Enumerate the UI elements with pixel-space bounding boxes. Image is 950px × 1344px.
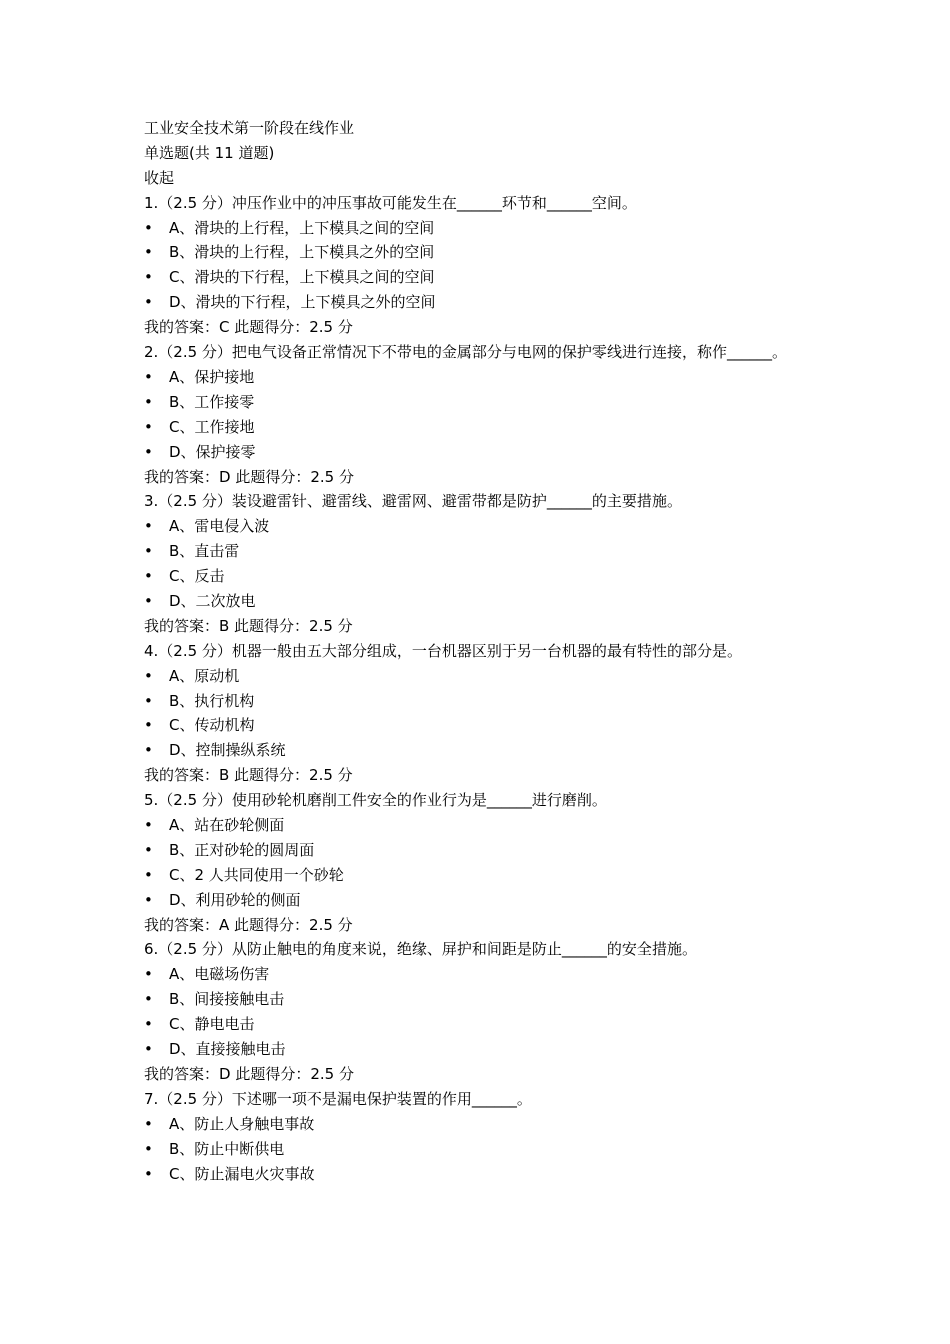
bullet-icon: •: [144, 268, 153, 287]
option-d: [144, 738, 814, 763]
bullet-icon: •: [144, 816, 153, 835]
option-text: A、站在砂轮侧面: [169, 816, 285, 835]
option-a: [144, 514, 814, 539]
bullet-icon: •: [144, 890, 153, 909]
bullet-icon: •: [144, 965, 153, 984]
question-1: [144, 191, 814, 340]
bullet-icon: •: [144, 1139, 153, 1158]
bullet-icon: •: [144, 1164, 153, 1183]
option-text: B、直击雷: [169, 542, 240, 561]
bullet-icon: •: [144, 293, 153, 312]
option-c: [144, 415, 814, 440]
bullet-icon: •: [144, 716, 153, 735]
option-text: D、控制操纵系统: [169, 741, 286, 760]
option-text: C、2 人共同使用一个砂轮: [169, 865, 344, 884]
answer-line: 我的答案：D 此题得分：2.5 分: [144, 467, 354, 486]
bullet-icon: •: [144, 517, 153, 536]
option-text: C、传动机构: [169, 716, 255, 735]
option-text: B、正对砂轮的圆周面: [169, 840, 315, 859]
option-text: B、滑块的上行程，上下模具之外的空间: [169, 243, 435, 262]
option-b: [144, 689, 814, 714]
bullet-icon: •: [144, 865, 153, 884]
question-stem: 5.（2.5 分）使用砂轮机磨削工件安全的作业行为是______进行磨削。: [144, 791, 607, 810]
option-text: C、反击: [169, 567, 225, 586]
option-a: [144, 216, 814, 241]
question-3: [144, 489, 814, 638]
option-a: [144, 962, 814, 987]
option-c: [144, 713, 814, 738]
answer-line: 我的答案：C 此题得分：2.5 分: [144, 318, 353, 337]
question-stem: 6.（2.5 分）从防止触电的角度来说，绝缘、屏护和间距是防止______的安全措施。: [144, 940, 697, 959]
answer-line: 我的答案：B 此题得分：2.5 分: [144, 616, 353, 635]
option-c: [144, 564, 814, 589]
option-text: A、滑块的上行程，上下模具之间的空间: [169, 218, 435, 237]
option-d: [144, 589, 814, 614]
question-stem: 2.（2.5 分）把电气设备正常情况下不带电的金属部分与电网的保护零线进行连接，称作______。: [144, 343, 787, 362]
option-a: [144, 664, 814, 689]
question-7: [144, 1087, 814, 1187]
option-text: A、防止人身触电事故: [169, 1114, 315, 1133]
option-text: A、原动机: [169, 666, 240, 685]
bullet-icon: •: [144, 542, 153, 561]
question-6: [144, 937, 814, 1086]
option-text: C、工作接地: [169, 417, 255, 436]
option-c: [144, 863, 814, 888]
answer-line: 我的答案：A 此题得分：2.5 分: [144, 915, 353, 934]
option-text: D、保护接零: [169, 442, 256, 461]
bullet-icon: •: [144, 417, 153, 436]
bullet-icon: •: [144, 840, 153, 859]
option-c: [144, 265, 814, 290]
option-b: [144, 987, 814, 1012]
question-4: [144, 639, 814, 788]
answer-line: 我的答案：D 此题得分：2.5 分: [144, 1064, 354, 1083]
section-heading: 单选题(共 11 道题): [144, 143, 275, 162]
option-b: [144, 539, 814, 564]
option-text: B、执行机构: [169, 691, 255, 710]
bullet-icon: •: [144, 367, 153, 386]
option-text: C、静电电击: [169, 1015, 255, 1034]
option-text: C、防止漏电火灾事故: [169, 1164, 315, 1183]
option-text: B、间接接触电击: [169, 990, 285, 1009]
bullet-icon: •: [144, 567, 153, 586]
bullet-icon: •: [144, 243, 153, 262]
option-a: [144, 365, 814, 390]
question-5: [144, 788, 814, 937]
answer-line: 我的答案：B 此题得分：2.5 分: [144, 766, 353, 785]
bullet-icon: •: [144, 666, 153, 685]
question-stem: 7.（2.5 分）下述哪一项不是漏电保护装置的作用______。: [144, 1089, 532, 1108]
option-text: D、滑块的下行程，上下模具之外的空间: [169, 293, 436, 312]
bullet-icon: •: [144, 442, 153, 461]
option-text: A、保护接地: [169, 367, 255, 386]
question-stem: 4.（2.5 分）机器一般由五大部分组成，一台机器区别于另一台机器的最有特性的部分是。: [144, 641, 742, 660]
bullet-icon: •: [144, 741, 153, 760]
option-b: [144, 240, 814, 265]
bullet-icon: •: [144, 691, 153, 710]
bullet-icon: •: [144, 1015, 153, 1034]
bullet-icon: •: [144, 218, 153, 237]
option-d: [144, 888, 814, 913]
option-b: [144, 390, 814, 415]
option-text: A、电磁场伤害: [169, 965, 270, 984]
document-page: [144, 116, 814, 1186]
document-title: 工业安全技术第一阶段在线作业: [144, 119, 355, 137]
option-text: D、二次放电: [169, 591, 256, 610]
option-text: A、雷电侵入波: [169, 517, 270, 536]
question-2: [144, 340, 814, 489]
bullet-icon: •: [144, 990, 153, 1009]
question-stem: 3.（2.5 分）装设避雷针、避雷线、避雷网、避雷带都是防护______的主要措施。: [144, 492, 682, 511]
option-text: C、滑块的下行程，上下模具之间的空间: [169, 268, 435, 287]
bullet-icon: •: [144, 392, 153, 411]
option-b: [144, 1137, 814, 1162]
option-a: [144, 1112, 814, 1137]
option-d: [144, 1037, 814, 1062]
option-d: [144, 290, 814, 315]
option-a: [144, 813, 814, 838]
bullet-icon: •: [144, 591, 153, 610]
option-text: B、工作接零: [169, 392, 255, 411]
option-text: D、利用砂轮的侧面: [169, 890, 301, 909]
option-b: [144, 838, 814, 863]
option-text: D、直接接触电击: [169, 1040, 286, 1059]
option-text: B、防止中断供电: [169, 1139, 285, 1158]
option-c: [144, 1162, 814, 1187]
question-stem: 1.（2.5 分）冲压作业中的冲压事故可能发生在______环节和______空间。: [144, 193, 637, 212]
option-d: [144, 440, 814, 465]
collapse-link[interactable]: 收起: [144, 168, 175, 187]
bullet-icon: •: [144, 1040, 153, 1059]
bullet-icon: •: [144, 1114, 153, 1133]
option-c: [144, 1012, 814, 1037]
